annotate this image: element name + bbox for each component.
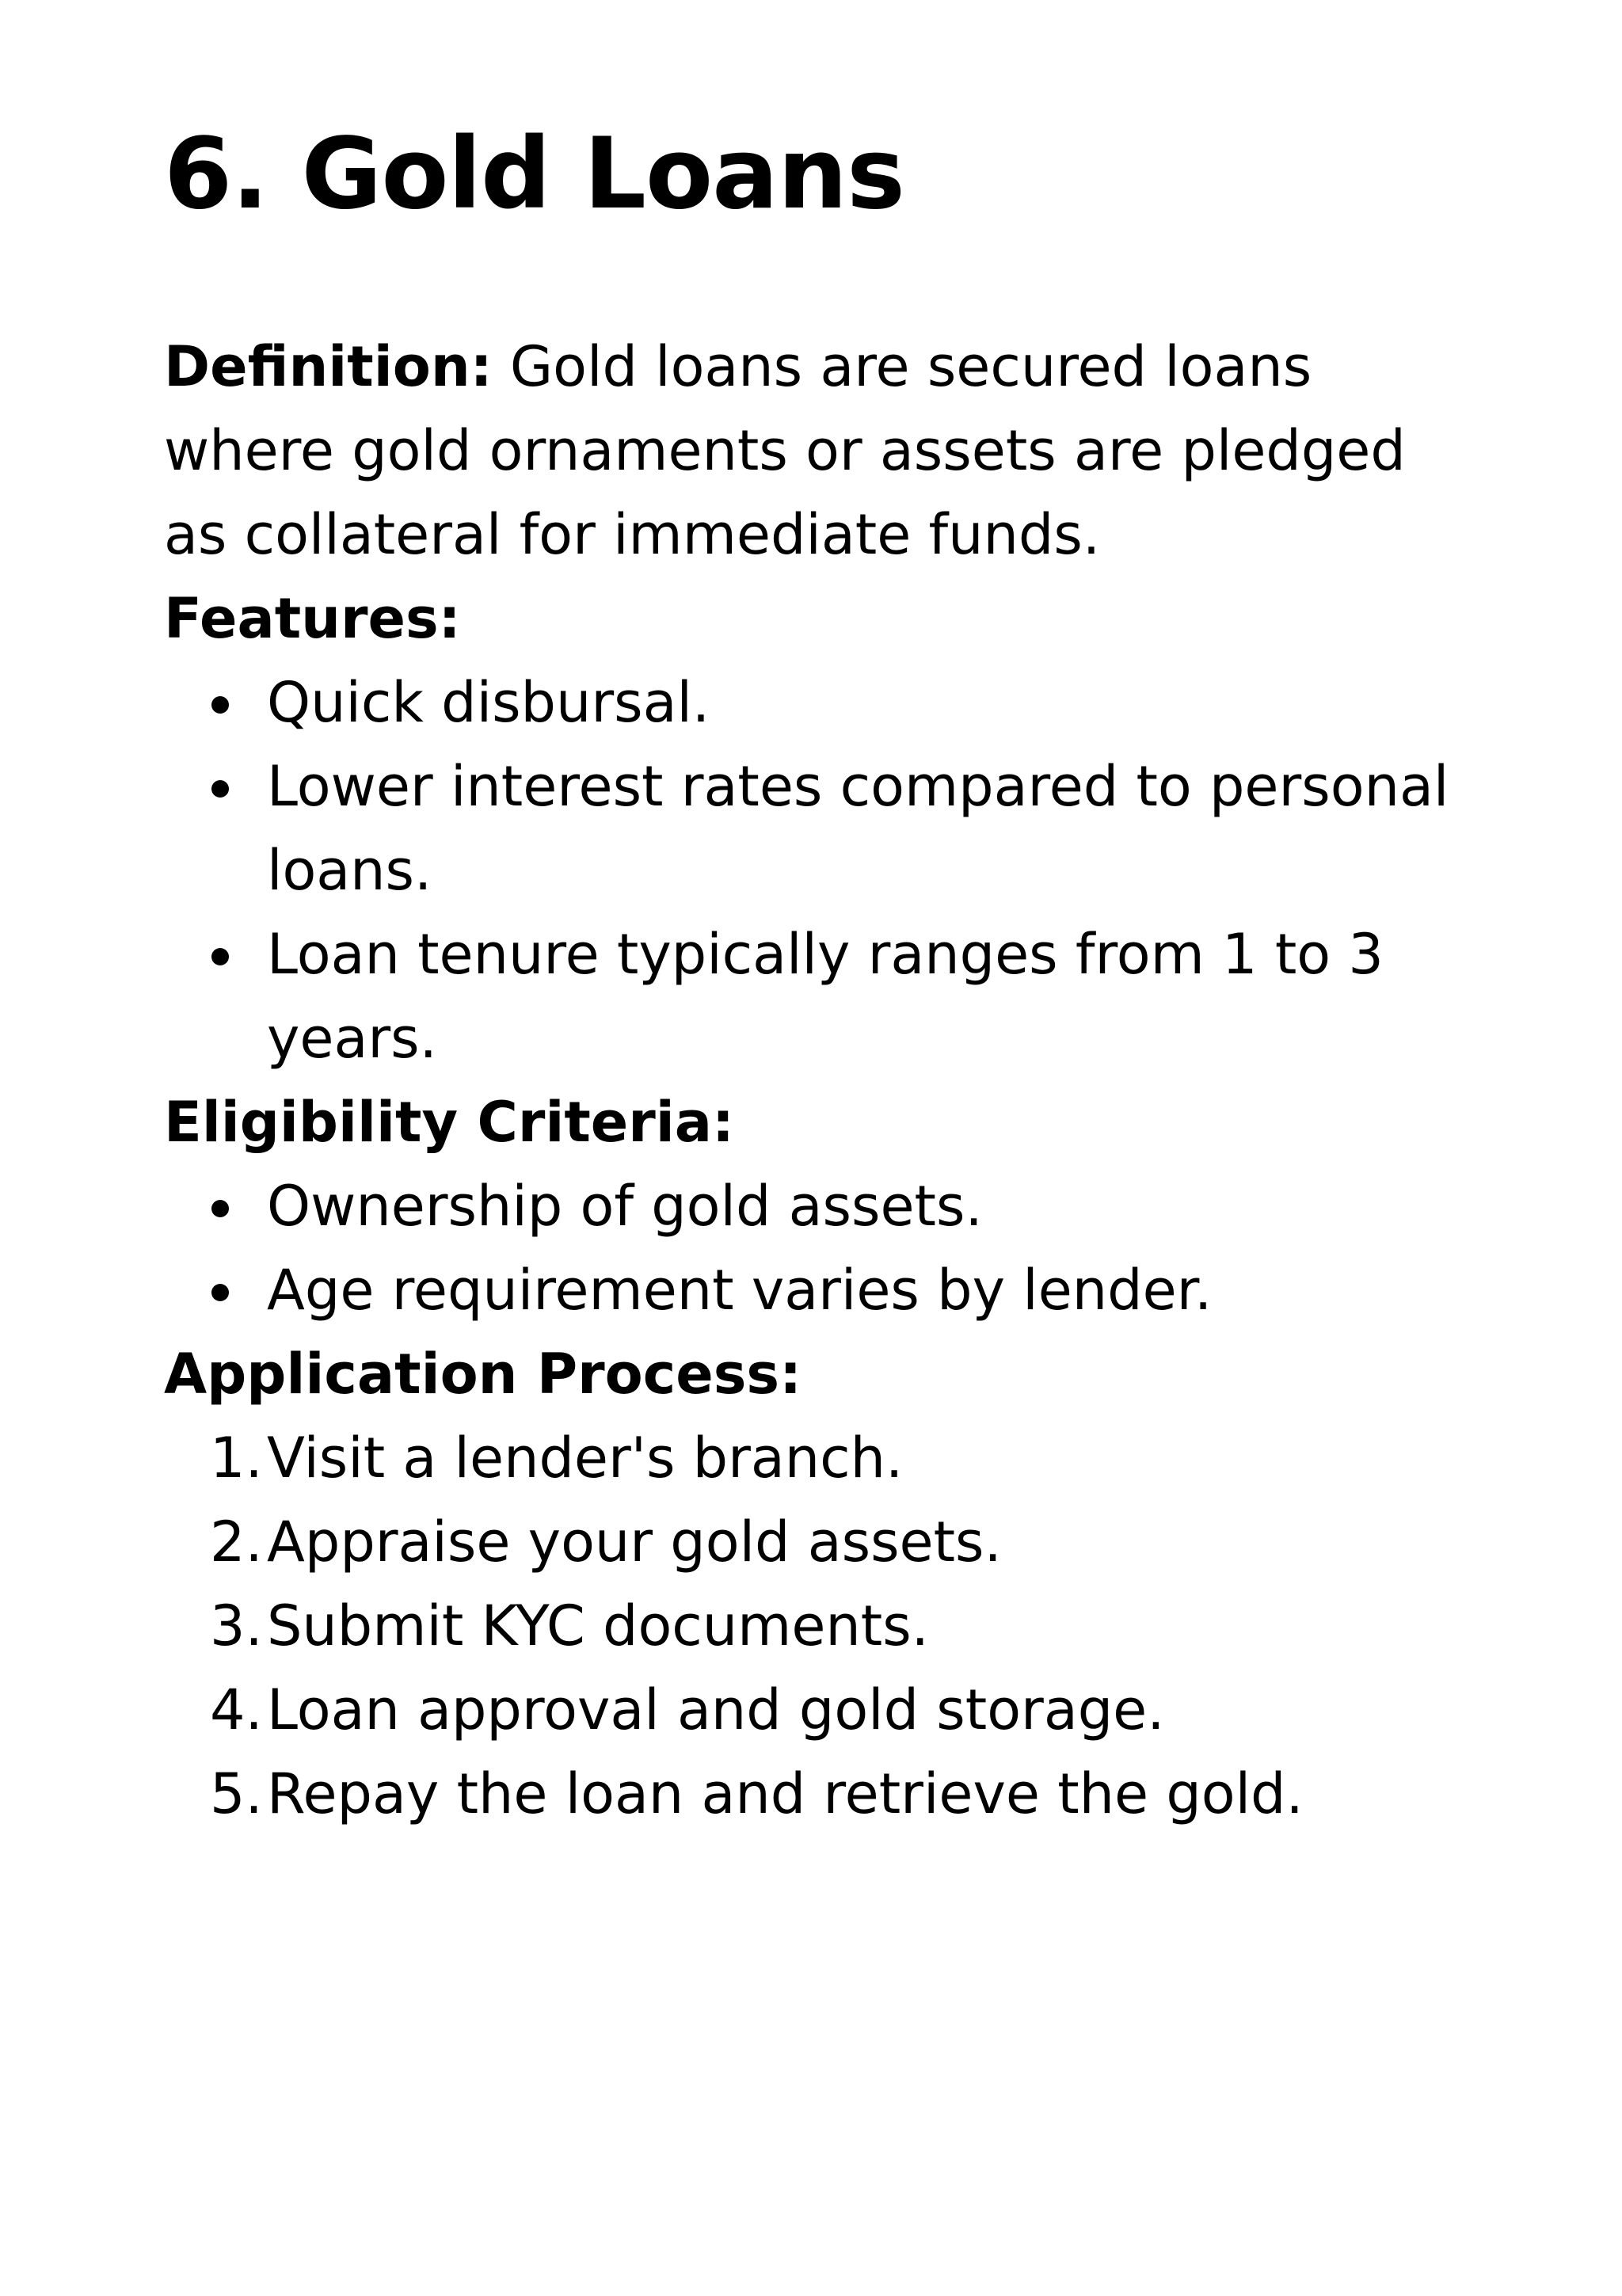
step-number: 3. bbox=[210, 1593, 263, 1658]
page-title: 6. Gold Loans bbox=[164, 117, 904, 231]
step-text: Repay the loan and retrieve the gold. bbox=[267, 1761, 1304, 1826]
list-item bbox=[164, 1248, 1471, 1332]
list-item bbox=[164, 744, 1471, 912]
features-list bbox=[164, 661, 1471, 1080]
eligibility-heading: Eligibility Criteria: bbox=[164, 1090, 735, 1155]
step-number: 1. bbox=[210, 1426, 263, 1491]
list-item bbox=[164, 1416, 1471, 1500]
step-text: Appraise your gold assets. bbox=[267, 1510, 1002, 1574]
step-number: 2. bbox=[210, 1510, 263, 1574]
list-item bbox=[164, 1752, 1471, 1836]
bullet-icon bbox=[211, 948, 229, 965]
bullet-icon bbox=[211, 780, 229, 798]
list-item bbox=[164, 1668, 1471, 1752]
step-number: 4. bbox=[210, 1677, 263, 1742]
list-item bbox=[164, 661, 1471, 744]
bullet-icon bbox=[211, 1284, 229, 1301]
step-number: 5. bbox=[210, 1761, 263, 1826]
features-heading: Features: bbox=[164, 586, 461, 651]
list-item-text: Ownership of gold assets. bbox=[267, 1174, 983, 1239]
bullet-icon bbox=[211, 1200, 229, 1217]
definition-text: Gold loans are secured loans where gold ornaments or assets are pledged as collateral for immediate funds. bbox=[164, 334, 1406, 567]
list-item bbox=[164, 1584, 1471, 1668]
eligibility-list bbox=[164, 1164, 1471, 1332]
document-body bbox=[164, 325, 1471, 1836]
application-steps bbox=[164, 1416, 1471, 1836]
list-item-text: Loan tenure typically ranges from 1 to 3 years. bbox=[267, 922, 1384, 1071]
list-item bbox=[164, 1164, 1471, 1248]
step-text: Loan approval and gold storage. bbox=[267, 1677, 1165, 1742]
step-text: Visit a lender's branch. bbox=[267, 1426, 904, 1491]
definition-label: Definition: bbox=[164, 334, 493, 399]
list-item-text: Quick disbursal. bbox=[267, 670, 710, 735]
list-item-text: Age requirement varies by lender. bbox=[267, 1258, 1213, 1323]
step-text: Submit KYC documents. bbox=[267, 1593, 929, 1658]
list-item bbox=[164, 1500, 1471, 1584]
application-heading: Application Process: bbox=[164, 1342, 802, 1407]
bullet-icon bbox=[211, 696, 229, 714]
list-item bbox=[164, 912, 1471, 1080]
list-item-text: Lower interest rates compared to personal loans. bbox=[267, 754, 1449, 903]
document-page bbox=[164, 119, 1471, 1836]
definition-paragraph bbox=[164, 325, 1471, 577]
